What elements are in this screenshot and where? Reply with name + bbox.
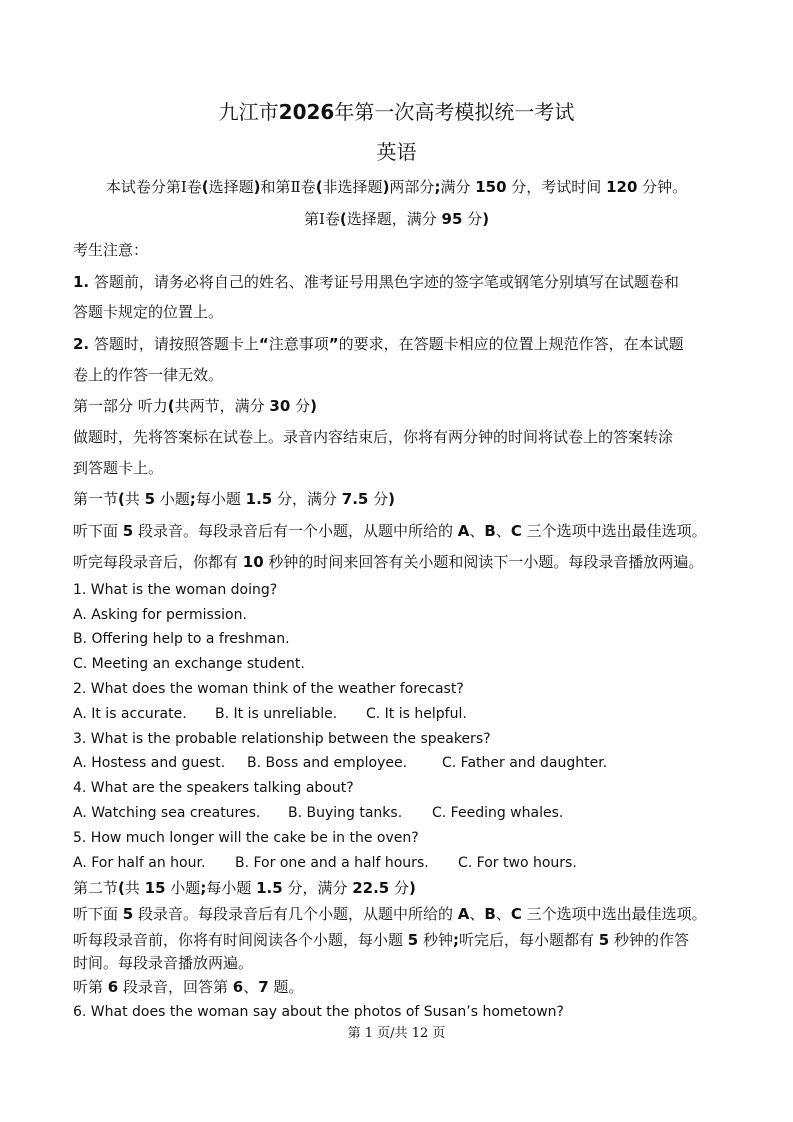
text: 两部分 [389,178,435,196]
exam-intro [0,177,793,197]
text: 每小题 [206,879,257,897]
text: 分 [290,397,311,415]
text: ) [409,879,416,897]
section2-instruction-4 [73,977,303,997]
option-5a: A. For half an hour. [73,855,206,871]
title-year: 2026 [278,100,335,124]
text: 非选择题 [322,178,383,196]
text: 三个选项中选出最佳选项。 [521,905,707,923]
option-1b: B. Offering help to a freshman. [73,631,290,647]
option-2a: A. It is accurate. [73,706,187,722]
text: 第二节 [73,879,119,897]
text: 22.5 [352,879,390,897]
text: 6 [107,978,119,996]
text: 7 [258,978,269,996]
text: ( [201,178,209,196]
text: 第一部分 听力 [73,397,168,415]
option-5b: B. For one and a half hours. [235,855,429,871]
text: B [484,522,496,540]
section1-instruction-2 [73,552,703,572]
exam-title [0,98,793,126]
text: 听每段录音前，你将有时间阅读各个小题，每小题 [73,931,408,949]
text: 听下面 [73,522,123,540]
notice-heading: 考生注意： [73,241,149,259]
text: 分，满分 [272,490,342,508]
text: 5 [122,522,134,540]
text: 分 [389,879,410,897]
text: 第Ⅰ卷 [303,210,340,228]
text: 段录音。每段录音后有一个小题，从题中所给的 [133,522,458,540]
text: 共两节，满分 [174,397,270,415]
text: 共 [124,490,145,508]
text: 选择题 [208,178,254,196]
item-number: 1. [73,273,90,291]
section2-instruction [73,904,707,924]
text: 每小题 [195,490,246,508]
text: 1.5 [256,879,283,897]
option-2c: C. It is helpful. [366,706,467,722]
text: 共 [124,879,145,897]
text: 5 [144,490,156,508]
text: 150 [475,178,507,196]
text: 三个选项中选出最佳选项。 [521,522,707,540]
options-2 [73,704,467,724]
text: 5 [598,931,610,949]
option-4c: C. Feeding whales. [432,805,564,821]
page-footer [0,1024,793,1044]
text: 段录音，回答第 [118,978,233,996]
text: ) [310,397,317,415]
text: ) [388,490,395,508]
text: 、 [469,522,485,540]
text: “ [258,335,269,353]
part1-desc: 做题时，先将答案标在试卷上。录音内容结束后，你将有两分钟的时间将试卷上的答案转涂 [73,428,674,446]
text: 秒钟的作答 [609,931,689,949]
volume-heading [0,209,793,229]
text: 第 [347,1026,365,1041]
text: 和第Ⅱ卷 [260,178,316,196]
text: 页 [428,1026,446,1041]
text: 听下面 [73,905,123,923]
text: 分 [462,210,483,228]
notice-item-1 [73,272,679,292]
text: 秒钟 [418,931,453,949]
text: 秒钟的时间来回答有关小题和阅读下一小题。每段录音播放两遍。 [263,553,704,571]
page-total: 12 [411,1026,429,1041]
text: ( [339,210,347,228]
text: 、 [243,978,259,996]
notice-item-2 [73,334,684,354]
text: 5 [122,905,134,923]
text: 小题 [155,490,190,508]
text: C [510,905,522,923]
text: ; [453,931,459,949]
options-4 [73,803,564,823]
text: 10 [242,553,264,571]
text: ; [200,879,207,897]
text: 的要求，在答题卡相应的位置上规范作答，在本试题 [338,335,684,353]
question-2: 2. What does the woman think of the weather forecast? [73,681,464,697]
text: 15 [144,879,166,897]
text: 、 [495,905,511,923]
text: 听完后，每小题都有 [459,931,599,949]
text: 第一节 [73,490,119,508]
text: 分钟。 [637,178,688,196]
text: 5 [407,931,419,949]
part1-desc-cont: 到答题卡上。 [73,459,164,477]
text: 满分 [440,178,476,196]
notice-item-1-cont: 答题卡规定的位置上。 [73,303,224,321]
text: 7.5 [341,490,369,508]
text: 听完每段录音后，你都有 [73,553,243,571]
text: 30 [269,397,291,415]
text: ( [118,879,125,897]
item-number: 2. [73,335,90,353]
option-4b: B. Buying tanks. [288,805,403,821]
section2-instruction-2 [73,930,689,950]
text: 页/共 [373,1026,412,1041]
text: 听第 [73,978,108,996]
text: 小题 [165,879,201,897]
options-5 [73,853,577,873]
section1-instruction [73,521,707,541]
question-5: 5. How much longer will the cake be in the oven? [73,830,419,846]
text: ( [315,178,323,196]
text: ” [328,335,339,353]
option-1c: C. Meeting an exchange student. [73,656,305,672]
text: 6 [232,978,244,996]
text: A [457,905,470,923]
option-2b: B. It is unreliable. [215,706,338,722]
text: 题。 [268,978,304,996]
text: 段录音。每段录音后有几个小题，从题中所给的 [133,905,458,923]
text: 答题时，请按照答题卡上 [89,335,259,353]
text: ( [167,397,175,415]
option-4a: A. Watching sea creatures. [73,805,261,821]
subject-title: 英语 [376,140,417,164]
text: ; [189,490,196,508]
text: ) [382,178,390,196]
text: ) [482,210,490,228]
option-1a: A. Asking for permission. [73,607,247,623]
option-3b: B. Boss and employee. [247,755,408,771]
section1-heading [73,489,395,509]
text: 分 [368,490,389,508]
part1-heading [73,396,317,416]
text: A [457,522,470,540]
option-3c: C. Father and daughter. [442,755,608,771]
option-5c: C. For two hours. [458,855,577,871]
text: ; [434,178,441,196]
text: 120 [606,178,638,196]
text: ( [118,490,125,508]
option-3a: A. Hostess and guest. [73,755,226,771]
question-1: 1. What is the woman doing? [73,582,278,598]
text: ) [253,178,261,196]
text: 答题前，请务必将自己的姓名、准考证号用黑色字迹的签字笔或钢笔分别填写在试题卷和 [89,273,679,291]
title-text: 年第一次高考模拟统一考试 [334,100,575,124]
text: 分，满分 [282,879,353,897]
text: 注意事项 [268,335,329,353]
question-6: 6. What does the woman say about the photos of Susan’s hometown? [73,1004,564,1020]
page-number: 1 [364,1026,374,1041]
text: 、 [469,905,485,923]
question-3: 3. What is the probable relationship between the speakers? [73,731,491,747]
question-4: 4. What are the speakers talking about? [73,780,354,796]
section2-instruction-3: 时间。每段录音播放两遍。 [73,954,254,972]
text: 本试卷分第Ⅰ卷 [105,178,202,196]
notice-item-2-cont: 卷上的作答一律无效。 [73,366,224,384]
text: C [510,522,522,540]
text: B [484,905,496,923]
text: 95 [441,210,463,228]
text: 、 [495,522,511,540]
title-text: 九江市 [218,100,279,124]
text: 1.5 [245,490,273,508]
text: 分，考试时间 [506,178,607,196]
options-3 [73,753,608,773]
section2-heading [73,878,416,898]
text: 选择题，满分 [346,210,442,228]
